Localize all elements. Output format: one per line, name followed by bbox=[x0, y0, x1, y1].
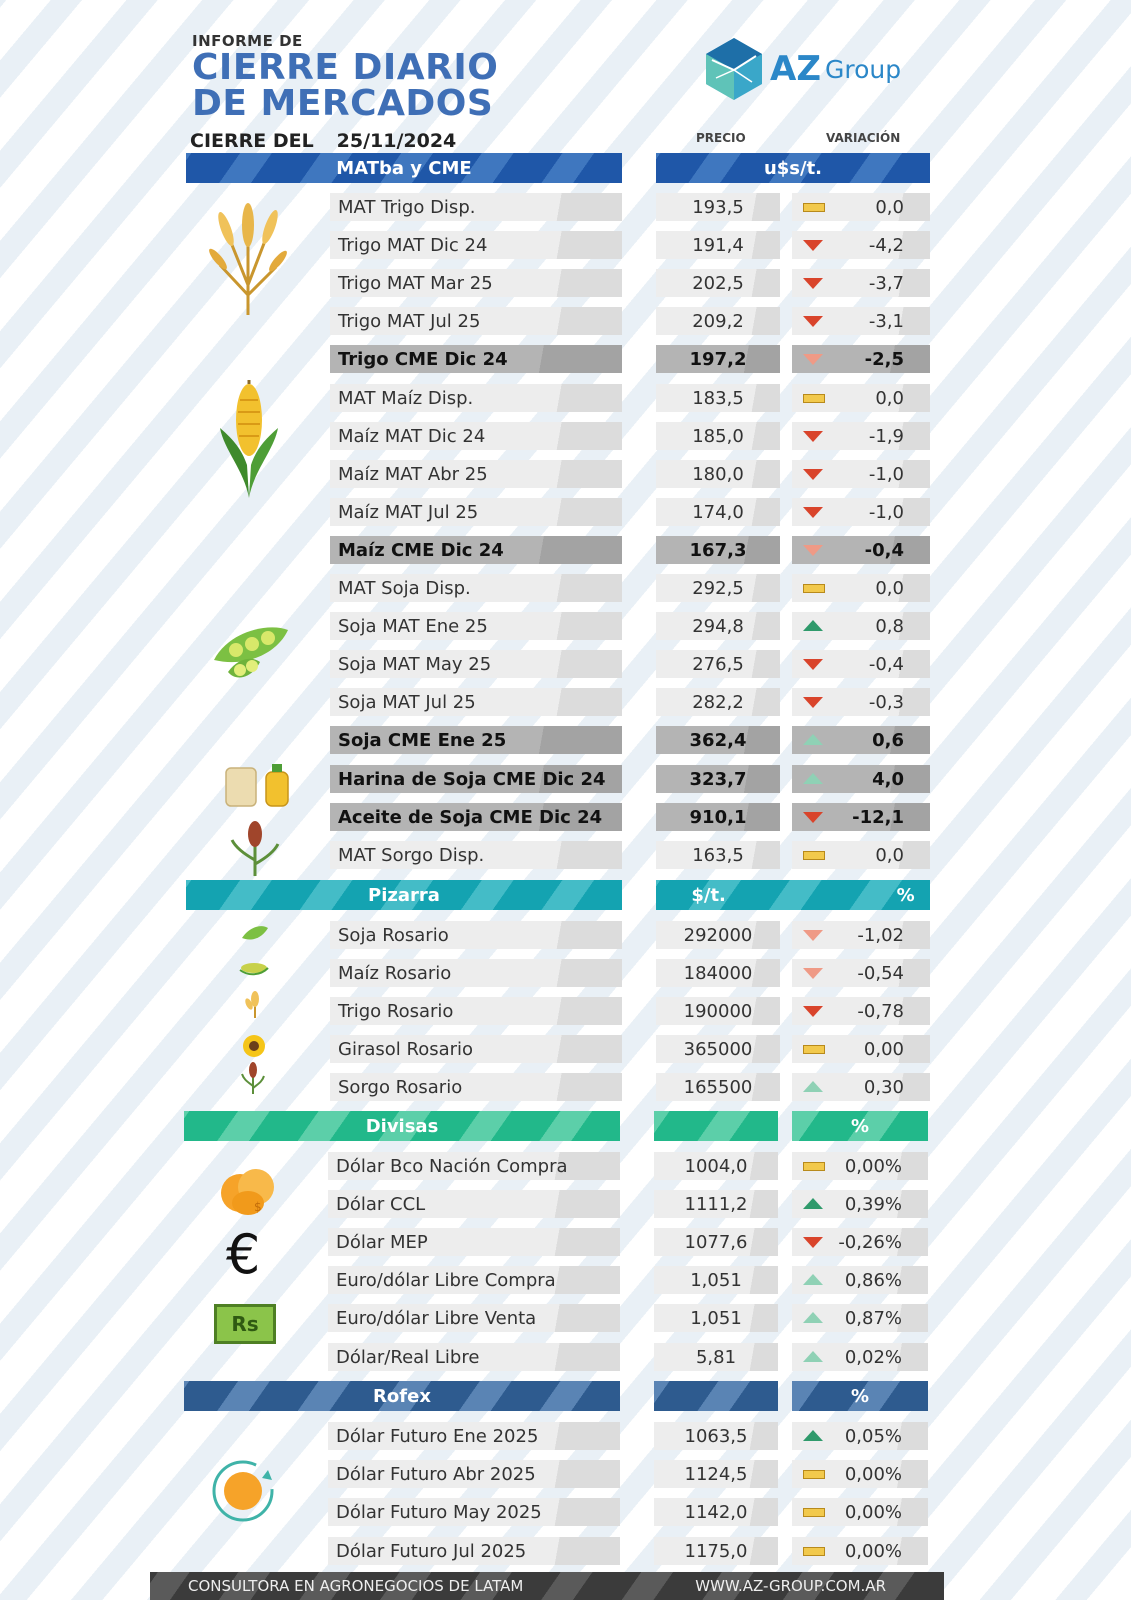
row-variation bbox=[792, 921, 930, 949]
row-variation bbox=[792, 726, 930, 754]
row-price: 362,4 bbox=[656, 726, 780, 754]
row-variation-value: 0,02% bbox=[844, 1346, 902, 1368]
row-name: Maíz Rosario bbox=[330, 959, 622, 987]
row-name: Dólar Futuro Abr 2025 bbox=[328, 1460, 620, 1488]
row-variation bbox=[792, 1073, 930, 1101]
row-name: Trigo MAT Mar 25 bbox=[330, 269, 622, 297]
row-name: Dólar Futuro Jul 2025 bbox=[328, 1537, 620, 1565]
section-unit-bar-matba bbox=[656, 153, 930, 183]
row-variation-value: 4,0 bbox=[872, 768, 904, 790]
row-price: 167,3 bbox=[656, 536, 780, 564]
row-variation-value: -1,02 bbox=[857, 924, 904, 946]
row-variation bbox=[792, 1304, 928, 1332]
trend-up-light-icon bbox=[802, 1273, 824, 1287]
row-variation-value: -1,0 bbox=[868, 463, 904, 485]
row-variation-value: 0,6 bbox=[872, 729, 904, 751]
row-variation-value: -12,1 bbox=[852, 806, 904, 828]
trend-up-light-icon bbox=[802, 1311, 824, 1325]
row-variation-value: -2,5 bbox=[864, 348, 904, 370]
footer-website-link[interactable]: WWW.AZ-GROUP.COM.AR bbox=[695, 1577, 886, 1595]
row-variation-value: 0,0 bbox=[875, 577, 904, 599]
section-bar-divisas bbox=[184, 1111, 620, 1141]
row-price: 294,8 bbox=[656, 612, 780, 640]
row-name: MAT Soja Disp. bbox=[330, 574, 622, 602]
row-variation bbox=[792, 1266, 928, 1294]
row-name: Trigo Rosario bbox=[330, 997, 622, 1025]
row-variation bbox=[792, 193, 930, 221]
footer-tagline: CONSULTORA EN AGRONEGOCIOS DE LATAM bbox=[188, 1577, 524, 1595]
trend-down-icon bbox=[802, 657, 824, 671]
section-unit-rofex-var: % bbox=[850, 1385, 870, 1407]
row-name: Soja MAT May 25 bbox=[330, 650, 622, 678]
row-variation bbox=[792, 1190, 928, 1218]
section-unit-bar-pizarra bbox=[656, 880, 930, 910]
row-variation bbox=[792, 1498, 928, 1526]
row-price: 202,5 bbox=[656, 269, 780, 297]
section-unit-bar-divisas-var bbox=[792, 1111, 928, 1141]
section-bar-pizarra bbox=[186, 880, 622, 910]
row-name: Maíz MAT Jul 25 bbox=[330, 498, 622, 526]
row-name: Trigo MAT Jul 25 bbox=[330, 307, 622, 335]
row-variation bbox=[792, 384, 930, 412]
trend-down-icon bbox=[802, 695, 824, 709]
corn-icon bbox=[214, 380, 284, 500]
row-price: 910,1 bbox=[656, 803, 780, 831]
row-variation-value: 0,0 bbox=[875, 196, 904, 218]
row-variation-value: -0,26% bbox=[838, 1231, 902, 1253]
trend-up-icon bbox=[802, 1197, 824, 1211]
trend-flat-icon bbox=[802, 391, 824, 405]
report-subtitle: INFORME DE bbox=[192, 32, 303, 50]
row-variation bbox=[792, 269, 930, 297]
exchange-cycle-icon bbox=[210, 1458, 276, 1524]
svg-text:$: $ bbox=[254, 1200, 262, 1214]
soybean-small-icon bbox=[240, 922, 270, 946]
trend-down-icon bbox=[802, 238, 824, 252]
az-cube-icon bbox=[704, 36, 764, 102]
row-name: MAT Trigo Disp. bbox=[330, 193, 622, 221]
row-variation-value: 0,39% bbox=[844, 1193, 902, 1215]
row-variation-value: 0,8 bbox=[875, 615, 904, 637]
row-price: 193,5 bbox=[656, 193, 780, 221]
row-variation bbox=[792, 650, 930, 678]
trend-up-light-icon bbox=[802, 1080, 824, 1094]
row-variation-value: 0,00% bbox=[844, 1155, 902, 1177]
row-variation bbox=[792, 231, 930, 259]
section-unit-pizarra-var: % bbox=[896, 884, 915, 906]
row-name: Euro/dólar Libre Compra bbox=[328, 1266, 620, 1294]
row-variation bbox=[792, 460, 930, 488]
row-variation-value: -3,7 bbox=[868, 272, 904, 294]
row-variation-value: 0,87% bbox=[844, 1307, 902, 1329]
closing-date-row bbox=[190, 130, 456, 152]
trend-flat-icon bbox=[802, 200, 824, 214]
row-variation-value: -0,4 bbox=[868, 653, 904, 675]
section-unit-divisas-var: % bbox=[850, 1115, 870, 1137]
row-name: Dólar Bco Nación Compra bbox=[328, 1152, 620, 1180]
trend-flat-icon bbox=[802, 1159, 824, 1173]
row-variation bbox=[792, 959, 930, 987]
soybean-icon bbox=[208, 612, 294, 686]
trend-down-icon bbox=[802, 429, 824, 443]
real-banknote-icon bbox=[214, 1304, 276, 1344]
row-name: Sorgo Rosario bbox=[330, 1073, 622, 1101]
row-price: 292000 bbox=[656, 921, 780, 949]
row-price: 1142,0 bbox=[654, 1498, 778, 1526]
row-variation-value: -0,78 bbox=[857, 1000, 904, 1022]
row-variation bbox=[792, 1035, 930, 1063]
row-name: MAT Maíz Disp. bbox=[330, 384, 622, 412]
row-name: Aceite de Soja CME Dic 24 bbox=[330, 803, 622, 831]
trend-up-light-icon bbox=[802, 1350, 824, 1364]
row-price: 1124,5 bbox=[654, 1460, 778, 1488]
row-price: 1004,0 bbox=[654, 1152, 778, 1180]
trend-down-light-icon bbox=[802, 543, 824, 557]
trend-down-icon bbox=[802, 314, 824, 328]
row-name: Soja MAT Jul 25 bbox=[330, 688, 622, 716]
logo-group-text: Group bbox=[824, 54, 902, 84]
row-price: 276,5 bbox=[656, 650, 780, 678]
row-variation-value: 0,00% bbox=[844, 1540, 902, 1562]
row-variation bbox=[792, 1537, 928, 1565]
section-unit-pizarra-price: $/t. bbox=[691, 884, 726, 906]
trend-down-icon bbox=[802, 505, 824, 519]
az-group-logo bbox=[704, 36, 901, 102]
row-price: 183,5 bbox=[656, 384, 780, 412]
trend-up-icon bbox=[802, 619, 824, 633]
report-title-line2: DE MERCADOS bbox=[192, 83, 494, 124]
row-name: Dólar Futuro May 2025 bbox=[328, 1498, 620, 1526]
row-name: Maíz MAT Dic 24 bbox=[330, 422, 622, 450]
section-title-divisas: Divisas bbox=[365, 1115, 439, 1137]
section-title-matba: MATba y CME bbox=[336, 157, 472, 179]
euro-icon: € bbox=[226, 1223, 261, 1286]
price-column-header: PRECIO bbox=[696, 131, 746, 145]
section-unit-bar-rofex-var bbox=[792, 1381, 928, 1411]
sorghum-small-icon bbox=[240, 1062, 266, 1096]
trend-down-icon bbox=[802, 467, 824, 481]
row-price: 365000 bbox=[656, 1035, 780, 1063]
row-price: 282,2 bbox=[656, 688, 780, 716]
trend-up-icon bbox=[802, 1429, 824, 1443]
row-price: 197,2 bbox=[656, 345, 780, 373]
row-price: 184000 bbox=[656, 959, 780, 987]
row-variation bbox=[792, 536, 930, 564]
row-name: Dólar/Real Libre bbox=[328, 1343, 620, 1371]
trend-down-light-icon bbox=[802, 966, 824, 980]
sunflower-icon bbox=[242, 1034, 266, 1058]
soy-meal-oil-icon bbox=[224, 762, 294, 810]
row-variation-value: -1,0 bbox=[868, 501, 904, 523]
footer-bar bbox=[150, 1572, 944, 1600]
section-bar-matba bbox=[186, 153, 622, 183]
row-name: Trigo CME Dic 24 bbox=[330, 345, 622, 373]
row-price: 1,051 bbox=[654, 1304, 778, 1332]
row-price: 1063,5 bbox=[654, 1422, 778, 1450]
row-variation bbox=[792, 765, 930, 793]
row-price: 165500 bbox=[656, 1073, 780, 1101]
real-banknote-label: Rs bbox=[231, 1312, 259, 1336]
row-variation bbox=[792, 345, 930, 373]
row-name: Soja MAT Ene 25 bbox=[330, 612, 622, 640]
row-variation-value: -1,9 bbox=[868, 425, 904, 447]
trend-flat-icon bbox=[802, 1544, 824, 1558]
row-name: Girasol Rosario bbox=[330, 1035, 622, 1063]
row-variation bbox=[792, 422, 930, 450]
trend-down-icon bbox=[802, 1004, 824, 1018]
closing-date-label: CIERRE DEL bbox=[190, 130, 314, 152]
row-variation-value: -0,4 bbox=[864, 539, 904, 561]
report-title-line1: CIERRE DIARIO bbox=[192, 47, 499, 88]
trend-down-icon bbox=[802, 810, 824, 824]
wheat-icon bbox=[208, 195, 288, 320]
variation-column-header: VARIACIÓN bbox=[826, 131, 901, 145]
corn-small-icon bbox=[238, 958, 270, 978]
row-variation-value: -4,2 bbox=[868, 234, 904, 256]
trend-down-light-icon bbox=[802, 352, 824, 366]
row-variation bbox=[792, 307, 930, 335]
trend-up-light-icon bbox=[802, 733, 824, 747]
row-variation bbox=[792, 1422, 928, 1450]
row-name: Maíz CME Dic 24 bbox=[330, 536, 622, 564]
row-name: Dólar MEP bbox=[328, 1228, 620, 1256]
trend-down-icon bbox=[802, 1235, 824, 1249]
row-price: 292,5 bbox=[656, 574, 780, 602]
row-name: Harina de Soja CME Dic 24 bbox=[330, 765, 622, 793]
trend-flat-icon bbox=[802, 848, 824, 862]
row-price: 1111,2 bbox=[654, 1190, 778, 1218]
row-variation bbox=[792, 997, 930, 1025]
row-variation-value: 0,05% bbox=[844, 1425, 902, 1447]
row-price: 323,7 bbox=[656, 765, 780, 793]
row-price: 185,0 bbox=[656, 422, 780, 450]
row-variation bbox=[792, 498, 930, 526]
logo-az-text: AZ bbox=[770, 49, 821, 89]
row-variation-value: -3,1 bbox=[868, 310, 904, 332]
trend-down-light-icon bbox=[802, 928, 824, 942]
row-price: 1175,0 bbox=[654, 1537, 778, 1565]
trend-flat-icon bbox=[802, 1467, 824, 1481]
row-name: Euro/dólar Libre Venta bbox=[328, 1304, 620, 1332]
section-title-pizarra: Pizarra bbox=[368, 884, 440, 906]
report-header bbox=[192, 32, 498, 122]
row-name: Dólar Futuro Ene 2025 bbox=[328, 1422, 620, 1450]
row-variation bbox=[792, 803, 930, 831]
row-variation bbox=[792, 688, 930, 716]
row-variation-value: -0,54 bbox=[857, 962, 904, 984]
trend-down-icon bbox=[802, 276, 824, 290]
row-variation bbox=[792, 612, 930, 640]
wheat-small-icon bbox=[244, 990, 266, 1020]
row-price: 191,4 bbox=[656, 231, 780, 259]
row-price: 174,0 bbox=[656, 498, 780, 526]
section-unit-bar-divisas-price bbox=[654, 1111, 778, 1141]
row-name: MAT Sorgo Disp. bbox=[330, 841, 622, 869]
row-variation-value: 0,0 bbox=[875, 387, 904, 409]
row-variation-value: 0,00% bbox=[844, 1463, 902, 1485]
section-unit-bar-rofex-price bbox=[654, 1381, 778, 1411]
row-variation-value: 0,86% bbox=[844, 1269, 902, 1291]
trend-flat-icon bbox=[802, 1042, 824, 1056]
row-variation-value: 0,0 bbox=[875, 844, 904, 866]
row-variation-value: 0,00% bbox=[844, 1501, 902, 1523]
row-price: 1077,6 bbox=[654, 1228, 778, 1256]
row-variation bbox=[792, 1460, 928, 1488]
row-name: Trigo MAT Dic 24 bbox=[330, 231, 622, 259]
row-variation bbox=[792, 1152, 928, 1180]
row-price: 180,0 bbox=[656, 460, 780, 488]
row-variation bbox=[792, 1228, 928, 1256]
row-variation bbox=[792, 574, 930, 602]
row-price: 163,5 bbox=[656, 841, 780, 869]
row-price: 190000 bbox=[656, 997, 780, 1025]
closing-date: 25/11/2024 bbox=[336, 130, 457, 152]
row-price: 5,81 bbox=[654, 1343, 778, 1371]
trend-up-light-icon bbox=[802, 772, 824, 786]
row-variation-value: -0,3 bbox=[868, 691, 904, 713]
coins-icon bbox=[218, 1165, 276, 1217]
trend-flat-icon bbox=[802, 1505, 824, 1519]
row-price: 209,2 bbox=[656, 307, 780, 335]
trend-flat-icon bbox=[802, 581, 824, 595]
row-name: Soja CME Ene 25 bbox=[330, 726, 622, 754]
sorghum-icon bbox=[230, 820, 280, 878]
section-unit-matba: u$s/t. bbox=[763, 157, 823, 179]
row-variation bbox=[792, 841, 930, 869]
row-name: Dólar CCL bbox=[328, 1190, 620, 1218]
row-name: Maíz MAT Abr 25 bbox=[330, 460, 622, 488]
row-price: 1,051 bbox=[654, 1266, 778, 1294]
section-bar-rofex bbox=[184, 1381, 620, 1411]
row-name: Soja Rosario bbox=[330, 921, 622, 949]
section-title-rofex: Rofex bbox=[373, 1385, 431, 1407]
row-variation-value: 0,00 bbox=[863, 1038, 904, 1060]
row-variation-value: 0,30 bbox=[863, 1076, 904, 1098]
row-variation bbox=[792, 1343, 928, 1371]
